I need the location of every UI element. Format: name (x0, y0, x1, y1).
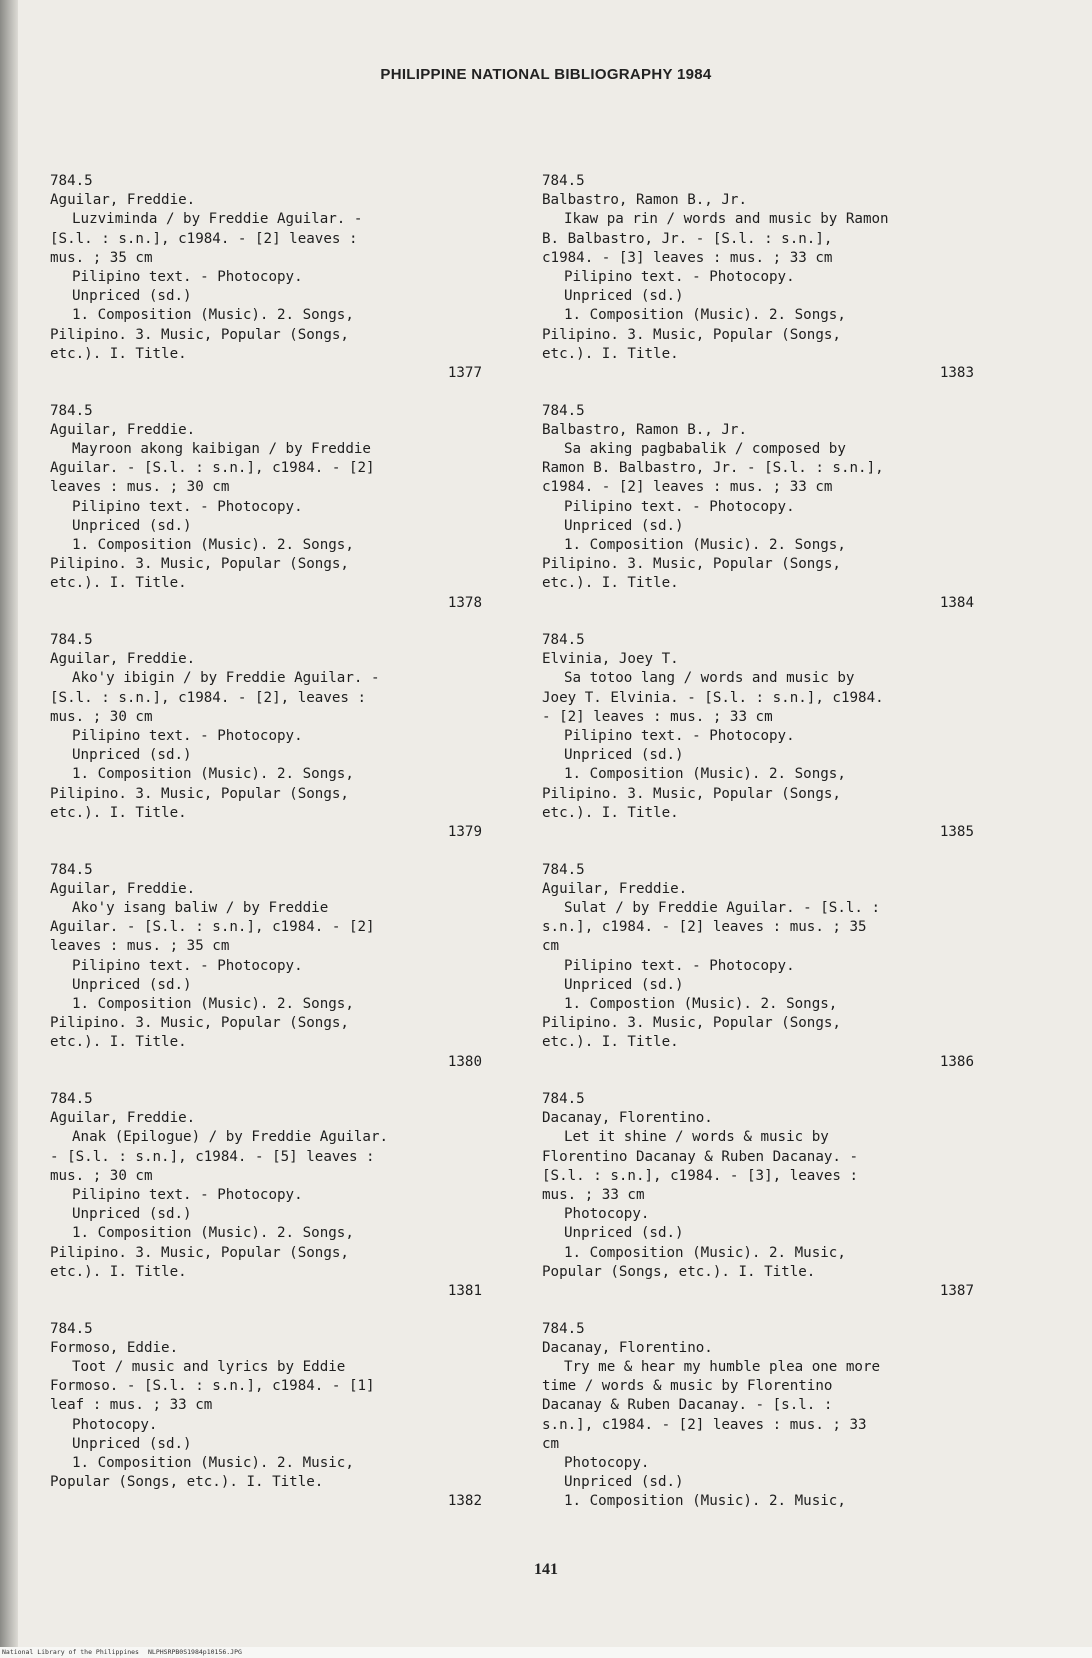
entry-title-line: Luzviminda / by Freddie Aguilar. - (72, 211, 363, 228)
entry-note: 1. Composition (Music). 2. Songs, (564, 766, 846, 783)
entry-tracing: Popular (Songs, etc.). I. Title. (542, 1263, 816, 1280)
page-header: PHILIPPINE NATIONAL BIBLIOGRAPHY 1984 (380, 66, 712, 83)
entry-number: 1383 (939, 365, 974, 381)
entry-note: 1. Composition (Music). 2. Music, (72, 1454, 354, 1471)
entry-author: Aguilar, Freddie. (50, 192, 196, 209)
bibliography-entry (542, 1090, 974, 1320)
entry-title-line: leaf : mus. ; 33 cm (50, 1397, 213, 1414)
bibliography-entry (50, 172, 482, 402)
entry-title-line: Sulat / by Freddie Aguilar. - [S.l. : (564, 899, 881, 916)
entry-author: Aguilar, Freddie. (50, 1110, 196, 1127)
entry-note: Pilipino text. - Photocopy. (564, 728, 795, 745)
entry-number: 1378 (447, 594, 482, 611)
class-number: 784.5 (542, 173, 585, 189)
entry-note: 1. Composition (Music). 2. Songs, (72, 307, 354, 324)
class-number: 784.5 (50, 402, 93, 419)
entry-author: Formoso, Eddie. (50, 1339, 179, 1356)
entry-note: 1. Composition (Music). 2. Songs, (72, 536, 354, 553)
bibliography-entry (542, 1320, 974, 1550)
entry-note: Unpriced (sd.) (564, 517, 684, 534)
entry-title-line: Ramon B. Balbastro, Jr. - [S.l. : s.n.], (542, 460, 884, 477)
entry-author: Elvinia, Joey T. (542, 651, 679, 668)
entry-author: Dacanay, Florentino. (542, 1110, 713, 1127)
entry-tracing: etc.). I. Title. (50, 804, 187, 821)
entry-tracing: etc.). I. Title. (50, 1263, 187, 1280)
entry-title-line: Dacanay & Ruben Dacanay. - [s.l. : (542, 1397, 833, 1414)
entry-number: 1380 (447, 1053, 482, 1070)
bibliography-entry (542, 172, 974, 402)
bibliography-entry (50, 861, 482, 1091)
entry-title-line: cm (542, 938, 560, 955)
entry-title-line: [S.l. : s.n.], c1984. - [2] leaves : (50, 230, 358, 247)
bibliography-entry (542, 402, 974, 632)
entry-note: Unpriced (sd.) (564, 1474, 684, 1491)
entry-title-line: Florentino Dacanay & Ruben Dacanay. - (542, 1148, 859, 1165)
entry-note: Unpriced (sd.) (564, 288, 684, 305)
entry-note: Unpriced (sd.) (564, 976, 684, 993)
entry-note: 1. Composition (Music). 2. Songs, (72, 1225, 354, 1242)
entry-note: 1. Composition (Music). 2. Songs, (72, 766, 354, 783)
bibliography-entry (50, 631, 482, 861)
entry-tracing: Pilipino. 3. Music, Popular (Songs, (542, 326, 841, 343)
entry-title-line: Ako'y ibigin / by Freddie Aguilar. - (72, 670, 380, 687)
entry-author: Balbastro, Ramon B., Jr. (542, 192, 747, 209)
entry-title-line: Sa aking pagbabalik / composed by (564, 440, 846, 457)
entry-author: Aguilar, Freddie. (50, 880, 196, 897)
entry-title-line: c1984. - [2] leaves : mus. ; 33 cm (542, 479, 833, 496)
entry-title-line: s.n.], c1984. - [2] leaves : mus. ; 33 (542, 1416, 867, 1433)
class-number: 784.5 (50, 173, 93, 189)
entry-title-line: B. Balbastro, Jr. - [S.l. : s.n.], (542, 230, 833, 247)
entry-title-line: - [2] leaves : mus. ; 33 cm (542, 708, 773, 725)
entry-note: Unpriced (sd.) (72, 1435, 192, 1452)
entry-number: 1381 (447, 1283, 482, 1299)
entry-tracing: etc.). I. Title. (542, 804, 679, 821)
entry-title-line: Formoso. - [S.l. : s.n.], c1984. - [1] (50, 1378, 375, 1395)
entry-note: Unpriced (sd.) (72, 517, 192, 534)
entry-title-line: mus. ; 35 cm (50, 249, 153, 266)
page-spine-shadow (0, 0, 18, 1658)
entry-title-line: cm (542, 1435, 560, 1452)
entry-note: Pilipino text. - Photocopy. (564, 498, 795, 515)
entry-title-line: time / words & music by Florentino (542, 1378, 833, 1395)
entry-author: Aguilar, Freddie. (50, 421, 196, 438)
entry-note: Pilipino text. - Photocopy. (72, 957, 303, 974)
left-column (50, 172, 482, 1549)
entry-title-line: Let it shine / words & music by (564, 1129, 829, 1146)
entry-note: Photocopy. (564, 1454, 650, 1471)
entry-note: 1. Composition (Music). 2. Songs, (72, 995, 354, 1012)
entry-tracing: Pilipino. 3. Music, Popular (Songs, (50, 556, 349, 573)
entry-tracing: Pilipino. 3. Music, Popular (Songs, (50, 1244, 349, 1261)
entry-number: 1382 (447, 1493, 482, 1510)
entry-tracing: Pilipino. 3. Music, Popular (Songs, (542, 1015, 841, 1032)
entry-tracing: etc.). I. Title. (50, 1034, 187, 1051)
entry-note: Pilipino text. - Photocopy. (72, 728, 303, 745)
class-number: 784.5 (542, 1091, 585, 1107)
entry-note: Pilipino text. - Photocopy. (72, 269, 303, 286)
entry-tracing: Pilipino. 3. Music, Popular (Songs, (542, 556, 841, 573)
entry-author: Aguilar, Freddie. (50, 651, 196, 668)
entry-note: Pilipino text. - Photocopy. (564, 269, 795, 286)
entry-note: Pilipino text. - Photocopy. (72, 1187, 303, 1204)
entry-tracing: etc.). I. Title. (542, 345, 679, 362)
entry-tracing: etc.). I. Title. (50, 575, 187, 592)
class-number: 784.5 (542, 861, 585, 878)
class-number: 784.5 (542, 402, 585, 419)
entry-note: Unpriced (sd.) (72, 747, 192, 764)
entry-tracing: etc.). I. Title. (542, 1034, 679, 1051)
entry-title-line: mus. ; 30 cm (50, 1167, 153, 1184)
entry-number: 1386 (939, 1053, 974, 1070)
entry-title-line: Sa totoo lang / words and music by (564, 670, 855, 687)
entry-number: 1385 (939, 824, 974, 840)
class-number: 784.5 (542, 1320, 585, 1337)
bibliography-entry (542, 631, 974, 861)
footer-file: NLPHSRPB0S1984p10156.JPG (148, 1648, 242, 1656)
entry-tracing: Pilipino. 3. Music, Popular (Songs, (542, 785, 841, 802)
entry-author: Dacanay, Florentino. (542, 1339, 713, 1356)
entry-title-line: leaves : mus. ; 30 cm (50, 479, 230, 496)
right-column (542, 172, 974, 1549)
bibliography-entry (50, 402, 482, 632)
bibliography-entry (50, 1320, 482, 1550)
entry-title-line: c1984. - [3] leaves : mus. ; 33 cm (542, 249, 833, 266)
entry-title-line: Mayroon akong kaibigan / by Freddie (72, 440, 371, 457)
entry-number: 1377 (447, 365, 482, 381)
class-number: 784.5 (542, 632, 585, 648)
entry-title-line: Toot / music and lyrics by Eddie (72, 1358, 346, 1375)
entry-tracing: etc.). I. Title. (542, 575, 679, 592)
entry-author: Balbastro, Ramon B., Jr. (542, 421, 747, 438)
entry-title-line: Aguilar. - [S.l. : s.n.], c1984. - [2] (50, 460, 375, 477)
class-number: 784.5 (50, 632, 93, 648)
entry-title-line: [S.l. : s.n.], c1984. - [3], leaves : (542, 1167, 859, 1184)
entry-title-line: Anak (Epilogue) / by Freddie Aguilar. (72, 1129, 389, 1146)
entry-title-line: Ikaw pa rin / words and music by Ramon (564, 211, 889, 228)
entry-tracing: Pilipino. 3. Music, Popular (Songs, (50, 785, 349, 802)
class-number: 784.5 (50, 1091, 93, 1107)
entry-tracing: Pilipino. 3. Music, Popular (Songs, (50, 326, 349, 343)
footer-library: National Library of the Philippines (2, 1648, 139, 1656)
entry-note: Photocopy. (72, 1416, 158, 1433)
entry-note: Unpriced (sd.) (72, 976, 192, 993)
entry-title-line: Ako'y isang baliw / by Freddie (72, 899, 329, 916)
entry-title-line: Aguilar. - [S.l. : s.n.], c1984. - [2] (50, 919, 375, 936)
entry-note: Unpriced (sd.) (564, 1225, 684, 1242)
entry-tracing: etc.). I. Title. (50, 345, 187, 362)
entry-note: Pilipino text. - Photocopy. (564, 957, 795, 974)
entry-number: 1387 (939, 1283, 974, 1299)
entry-title-line: Try me & hear my humble plea one more (564, 1358, 881, 1375)
entry-note: 1. Composition (Music). 2. Music, (564, 1244, 846, 1261)
entry-title-line: [S.l. : s.n.], c1984. - [2], leaves : (50, 689, 367, 706)
entry-note: Photocopy. (564, 1206, 650, 1223)
bibliography-entry (542, 861, 974, 1091)
entry-tracing: Pilipino. 3. Music, Popular (Songs, (50, 1015, 349, 1032)
entry-tracing: Popular (Songs, etc.). I. Title. (50, 1474, 324, 1491)
page-number: 141 (534, 1561, 558, 1578)
entry-note: 1. Compostion (Music). 2. Songs, (564, 995, 838, 1012)
entry-number: 1384 (939, 594, 974, 611)
entry-title-line: mus. ; 30 cm (50, 708, 153, 725)
entry-title-line: - [S.l. : s.n.], c1984. - [5] leaves : (50, 1148, 375, 1165)
entry-author: Aguilar, Freddie. (542, 880, 688, 897)
entry-title-line: mus. ; 33 cm (542, 1187, 645, 1204)
entry-note: Unpriced (sd.) (72, 288, 192, 305)
class-number: 784.5 (50, 861, 93, 878)
entry-note: 1. Composition (Music). 2. Songs, (564, 307, 846, 324)
entry-note: Pilipino text. - Photocopy. (72, 498, 303, 515)
entry-note: Unpriced (sd.) (564, 747, 684, 764)
entry-title-line: s.n.], c1984. - [2] leaves : mus. ; 35 (542, 919, 867, 936)
entry-title-line: leaves : mus. ; 35 cm (50, 938, 230, 955)
entry-note: 1. Composition (Music). 2. Music, (564, 1493, 846, 1510)
scan-footer (0, 1647, 1092, 1658)
bibliography-entry (50, 1090, 482, 1320)
entry-note: Unpriced (sd.) (72, 1206, 192, 1223)
entry-title-line: Joey T. Elvinia. - [S.l. : s.n.], c1984. (542, 689, 884, 706)
entry-number: 1379 (447, 824, 482, 840)
entry-note: 1. Composition (Music). 2. Songs, (564, 536, 846, 553)
class-number: 784.5 (50, 1320, 93, 1337)
